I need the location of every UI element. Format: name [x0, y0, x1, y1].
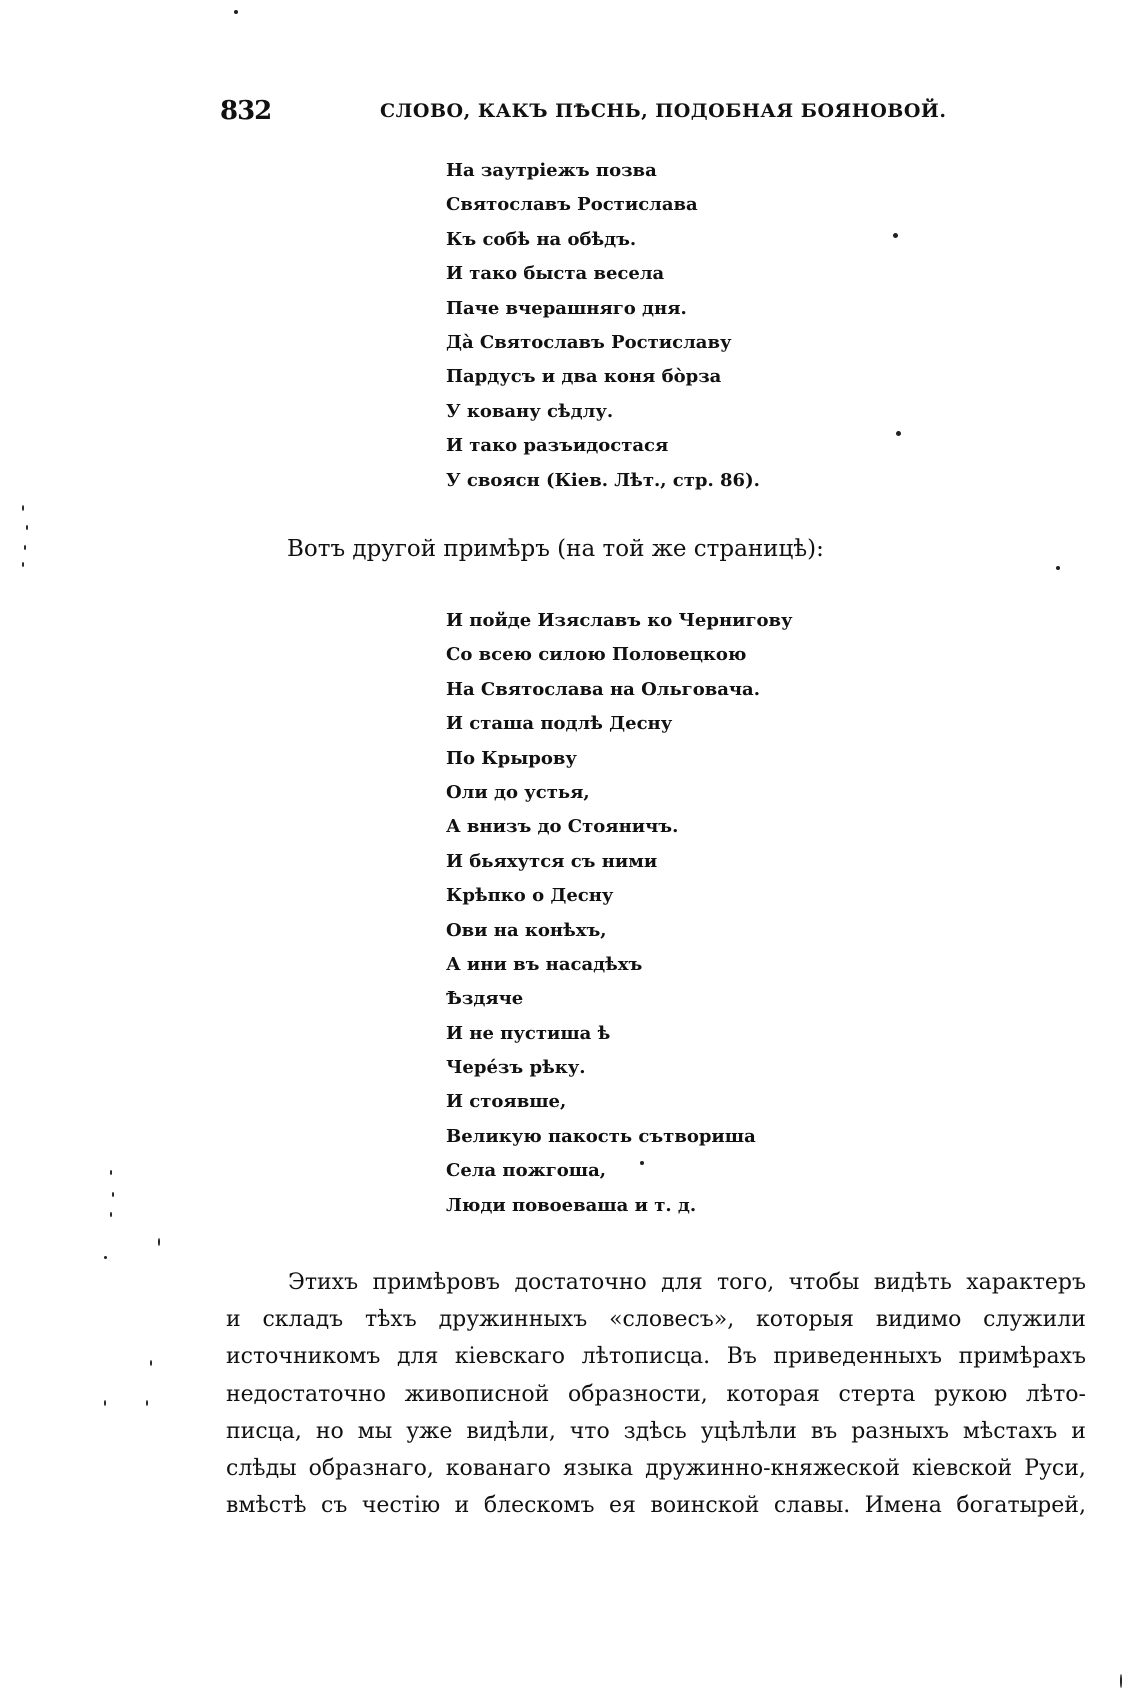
- word: для: [396, 1344, 439, 1370]
- word: богатырей,: [956, 1493, 1086, 1519]
- word: и: [1071, 1418, 1086, 1444]
- word: достаточно: [514, 1270, 647, 1295]
- word: для: [661, 1270, 703, 1295]
- verse-line: Святославъ Ростислава: [446, 194, 698, 216]
- verse-line: У ковану сѣдлу.: [446, 400, 614, 422]
- word: примѣровъ: [372, 1270, 501, 1295]
- word: здѣсь: [623, 1418, 687, 1444]
- scan-speck: [22, 505, 24, 511]
- word: Имена: [864, 1493, 942, 1519]
- scan-speck: [893, 233, 898, 238]
- word: съ: [321, 1493, 348, 1519]
- word: мы: [357, 1418, 393, 1444]
- scan-speck: [26, 525, 28, 530]
- verse-line: Пардусъ и два коня бòрза: [446, 366, 722, 388]
- scan-speck: [110, 1212, 112, 1217]
- word: лѣтописца.: [581, 1344, 711, 1370]
- verse-line: Къ собѣ на обѣдъ.: [446, 228, 637, 250]
- word: которая: [726, 1381, 820, 1407]
- verse-line: И сташа подлѣ Десну: [446, 713, 673, 735]
- word: блескомъ: [483, 1493, 595, 1519]
- word: образнаго,: [308, 1455, 434, 1481]
- scan-speck: [896, 431, 901, 436]
- word: дружинно-княжеской: [645, 1455, 901, 1481]
- verse-line: Великую пакость сътвориша: [446, 1125, 756, 1147]
- paragraph-line: [226, 1413, 1086, 1450]
- scan-speck: [146, 1400, 148, 1406]
- verse-line: И тако быста весела: [446, 263, 665, 285]
- word: и: [454, 1493, 470, 1519]
- verse-quotation-1: [446, 154, 760, 498]
- word: рукою: [934, 1381, 1008, 1407]
- word: разныхъ: [851, 1418, 949, 1444]
- word: того,: [717, 1270, 775, 1295]
- verse-line: Со всею силою Половецкою: [446, 644, 747, 666]
- word: служили: [983, 1307, 1086, 1333]
- paragraph-line: [226, 1338, 1086, 1375]
- word: лѣто-: [1025, 1381, 1086, 1407]
- word: видѣли,: [466, 1418, 556, 1444]
- word: Руси,: [1024, 1455, 1086, 1481]
- verse-line: Дà Святославъ Ростиславу: [446, 331, 732, 353]
- word: воинской: [650, 1493, 760, 1519]
- paragraph-line: [226, 1264, 1086, 1301]
- scan-speck: [110, 1170, 112, 1175]
- word: славы.: [773, 1493, 851, 1519]
- verse-line: Люди повоеваша и т. д.: [446, 1194, 697, 1216]
- verse-line: И не пустиша ѣ: [446, 1022, 611, 1044]
- word: Въ: [726, 1344, 757, 1370]
- verse-line: На Святослава на Ольговача.: [446, 678, 760, 700]
- word: Этихъ: [288, 1270, 359, 1295]
- verse-line: Крѣпко о Десну: [446, 885, 614, 907]
- verse-line: Паче вчерашняго дня.: [446, 297, 687, 319]
- word: кіевскаго: [454, 1344, 566, 1370]
- scan-speck: [158, 1238, 160, 1246]
- word: ея: [609, 1493, 636, 1519]
- verse-line: Ѣздяче: [446, 988, 524, 1010]
- word: стерта: [838, 1381, 916, 1407]
- verse-line: По Крырову: [446, 747, 577, 769]
- word: слѣды: [226, 1455, 297, 1481]
- scan-speck: [640, 1161, 644, 1165]
- word: недостаточно: [226, 1381, 386, 1407]
- scan-speck: [104, 1400, 106, 1406]
- word: складъ: [262, 1307, 344, 1333]
- scan-speck: [24, 545, 26, 550]
- word: въ: [810, 1418, 838, 1444]
- word: видѣть: [873, 1270, 952, 1295]
- word: живописной: [404, 1381, 550, 1407]
- word: вмѣстѣ: [226, 1493, 307, 1519]
- paragraph-line: [226, 1376, 1086, 1413]
- body-paragraph: [226, 1264, 1086, 1524]
- word: которыя: [756, 1307, 854, 1333]
- word: мѣстахъ: [962, 1418, 1058, 1444]
- running-title: СЛОВО, КАКЪ ПѢСНЬ, ПОДОБНАЯ БОЯНОВОЙ.: [380, 100, 947, 122]
- scan-speck: [234, 10, 238, 14]
- verse-line: Черéзъ рѣку.: [446, 1057, 586, 1079]
- scan-speck: [112, 1192, 114, 1197]
- verse-line: А внизъ до Стояничъ.: [446, 816, 679, 838]
- scan-speck: [150, 1360, 152, 1366]
- verse-line: Села пожгоша,: [446, 1160, 607, 1182]
- paragraph-line: [226, 1301, 1086, 1338]
- verse-line: У своясн (Кіев. Лѣт., стр. 86).: [446, 469, 760, 491]
- word: примѣрахъ: [958, 1344, 1086, 1370]
- word: и: [226, 1307, 241, 1333]
- scan-speck: [104, 1256, 107, 1259]
- word: источникомъ: [226, 1344, 381, 1370]
- verse-line: И тако разъидостася: [446, 435, 669, 457]
- word: кованаго: [445, 1455, 551, 1481]
- paragraph-line: [226, 1450, 1086, 1487]
- word: писца,: [226, 1418, 302, 1444]
- word: но: [315, 1418, 344, 1444]
- verse-line: И бьяхутся съ ними: [446, 850, 658, 872]
- paragraph-line: [226, 1487, 1086, 1524]
- word: тѣхъ: [364, 1307, 417, 1333]
- word: чтобы: [788, 1270, 860, 1295]
- verse-line: Ови на конѣхъ,: [446, 919, 607, 941]
- word: «словесъ»,: [609, 1307, 735, 1333]
- verse-line: А ини въ насадѣхъ: [446, 953, 643, 975]
- scan-speck: [22, 562, 24, 567]
- word: языка: [562, 1455, 634, 1481]
- verse-line: И стоявше,: [446, 1091, 567, 1113]
- word: кіевской: [912, 1455, 1013, 1481]
- word: характеръ: [966, 1270, 1086, 1295]
- word: уцѣлѣли: [700, 1418, 797, 1444]
- page-header: [220, 96, 947, 130]
- word: дружинныхъ: [438, 1307, 588, 1333]
- word: приведенныхъ: [773, 1344, 943, 1370]
- scan-speck: [1120, 1674, 1122, 1688]
- verse-line: На заутріежъ позва: [446, 160, 657, 181]
- word: что: [569, 1418, 610, 1444]
- word: уже: [406, 1418, 453, 1444]
- word: честію: [361, 1493, 441, 1519]
- page-number: 832: [220, 96, 272, 126]
- verse-line: И пойде Изяславъ ко Чернигову: [446, 610, 793, 631]
- verse-quotation-2: [446, 604, 793, 1223]
- verse-line: Оли до устья,: [446, 781, 590, 803]
- scan-speck: [1056, 566, 1060, 570]
- word: видимо: [875, 1307, 962, 1333]
- word: образности,: [568, 1381, 708, 1407]
- intro-sentence: Вотъ другой примѣръ (на той же страницѣ):: [287, 536, 824, 562]
